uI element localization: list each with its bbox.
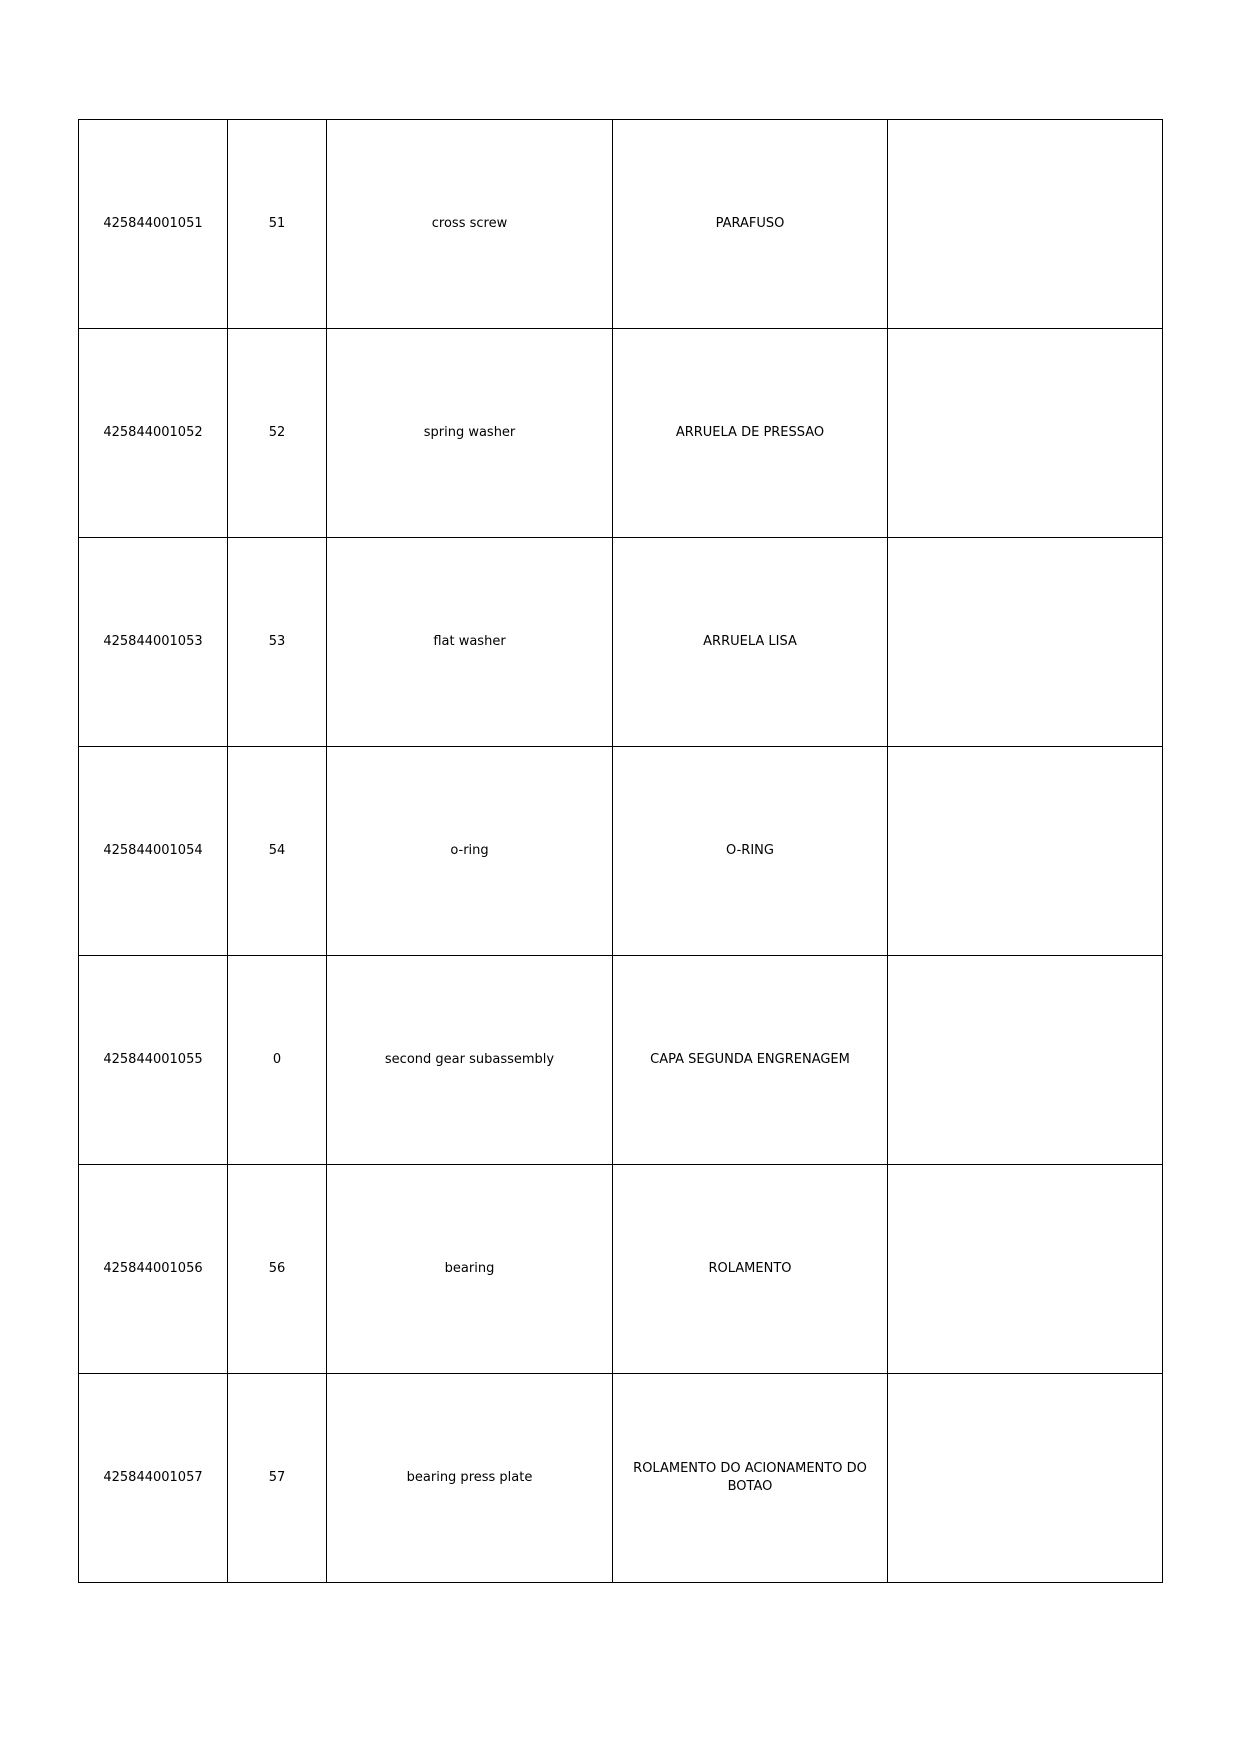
part-code-cell: 425844001053 xyxy=(79,538,228,747)
empty-cell xyxy=(888,1374,1163,1583)
portuguese-description-cell: ARRUELA DE PRESSAO xyxy=(613,329,888,538)
item-number-cell: 56 xyxy=(228,1165,327,1374)
empty-cell xyxy=(888,329,1163,538)
portuguese-description-cell: ROLAMENTO xyxy=(613,1165,888,1374)
part-code-cell: 425844001055 xyxy=(79,956,228,1165)
table-row xyxy=(79,329,1163,538)
portuguese-description-cell: ARRUELA LISA xyxy=(613,538,888,747)
part-code-cell: 425844001057 xyxy=(79,1374,228,1583)
parts-table xyxy=(78,119,1163,1583)
item-number-cell: 51 xyxy=(228,120,327,329)
empty-cell xyxy=(888,538,1163,747)
portuguese-description-cell: PARAFUSO xyxy=(613,120,888,329)
part-code-cell: 425844001056 xyxy=(79,1165,228,1374)
item-number-cell: 52 xyxy=(228,329,327,538)
table-row xyxy=(79,120,1163,329)
english-description-cell: o-ring xyxy=(327,747,613,956)
empty-cell xyxy=(888,120,1163,329)
portuguese-description-cell: ROLAMENTO DO ACIONAMENTO DO BOTAO xyxy=(613,1374,888,1583)
table-row xyxy=(79,538,1163,747)
item-number-cell: 0 xyxy=(228,956,327,1165)
table-row xyxy=(79,956,1163,1165)
item-number-cell: 53 xyxy=(228,538,327,747)
english-description-cell: bearing xyxy=(327,1165,613,1374)
empty-cell xyxy=(888,747,1163,956)
english-description-cell: spring washer xyxy=(327,329,613,538)
english-description-cell: bearing press plate xyxy=(327,1374,613,1583)
portuguese-description-cell: CAPA SEGUNDA ENGRENAGEM xyxy=(613,956,888,1165)
item-number-cell: 57 xyxy=(228,1374,327,1583)
table-row xyxy=(79,1165,1163,1374)
table-row xyxy=(79,1374,1163,1583)
english-description-cell: flat washer xyxy=(327,538,613,747)
part-code-cell: 425844001051 xyxy=(79,120,228,329)
empty-cell xyxy=(888,956,1163,1165)
table-row xyxy=(79,747,1163,956)
english-description-cell: second gear subassembly xyxy=(327,956,613,1165)
part-code-cell: 425844001054 xyxy=(79,747,228,956)
item-number-cell: 54 xyxy=(228,747,327,956)
empty-cell xyxy=(888,1165,1163,1374)
english-description-cell: cross screw xyxy=(327,120,613,329)
portuguese-description-cell: O-RING xyxy=(613,747,888,956)
part-code-cell: 425844001052 xyxy=(79,329,228,538)
